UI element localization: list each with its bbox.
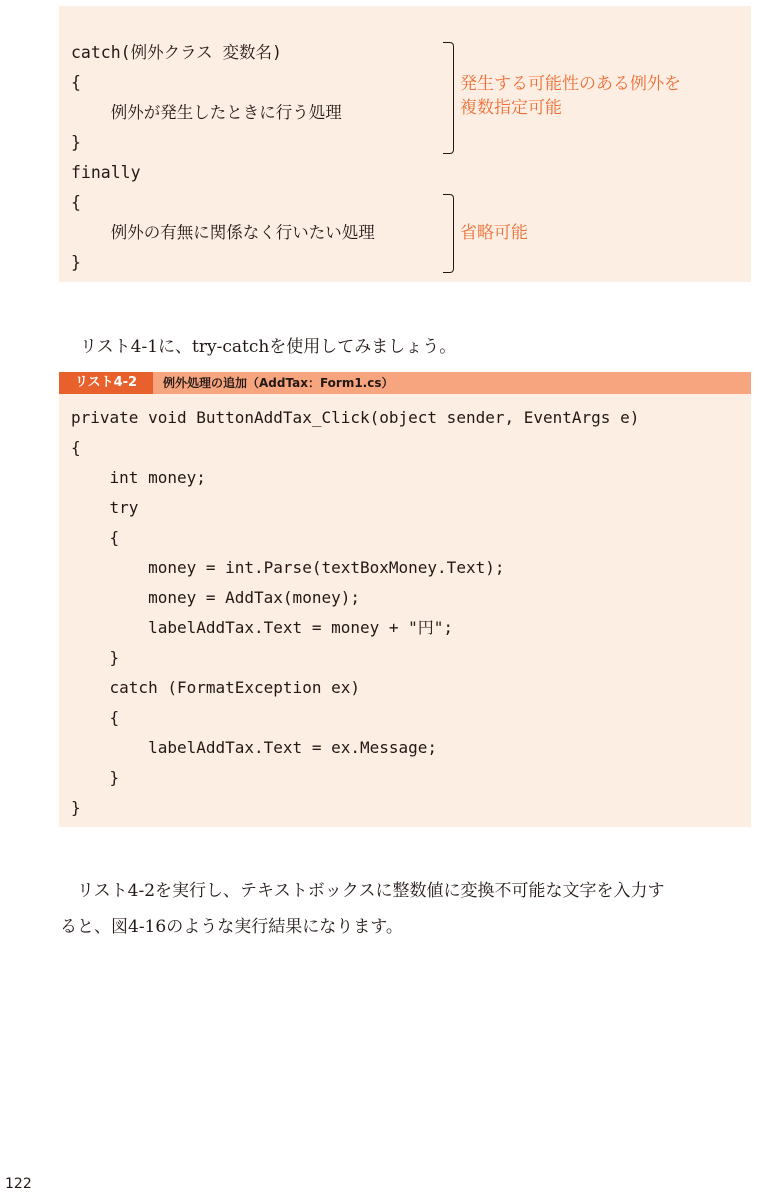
code-line: labelAddTax.Text = money + "円";	[71, 618, 454, 637]
code-line: }	[71, 798, 81, 817]
code-line: catch (FormatException ex)	[71, 678, 360, 697]
catch-note-line-2: 複数指定可能	[460, 98, 562, 118]
listing-title: 例外処理の追加（AddTax：Form1.cs）	[163, 376, 394, 390]
code-line: money = AddTax(money);	[71, 588, 360, 607]
listing-label: リスト4-2	[59, 372, 153, 394]
syntax-line: finally	[71, 163, 141, 182]
finally-note: 省略可能	[460, 223, 528, 243]
syntax-line: }	[71, 253, 81, 272]
syntax-line: }	[71, 133, 81, 152]
result-paragraph-line-1: リスト4-2を実行し、テキストボックスに整数値に変換不可能な文字を入力す	[60, 881, 665, 901]
syntax-box	[59, 6, 751, 282]
catch-note-line-1: 発生する可能性のある例外を	[460, 74, 681, 94]
syntax-line: {	[71, 73, 81, 92]
code-line: labelAddTax.Text = ex.Message;	[71, 738, 438, 757]
code-line: }	[71, 768, 120, 787]
syntax-line: 例外が発生したときに行う処理	[71, 103, 342, 122]
code-line: {	[71, 438, 81, 457]
code-line: {	[71, 708, 120, 727]
intro-paragraph: リスト4-1に、try-catchを使用してみましょう。	[80, 337, 457, 357]
finally-bracket	[443, 194, 454, 273]
code-line: int money;	[71, 468, 206, 487]
page-number: 122	[5, 1176, 32, 1192]
catch-bracket	[443, 42, 454, 154]
syntax-line: {	[71, 193, 81, 212]
listing-header	[59, 372, 751, 394]
code-line: money = int.Parse(textBoxMoney.Text);	[71, 558, 505, 577]
code-listing	[59, 372, 751, 827]
code-line: {	[71, 528, 120, 547]
syntax-line: 例外の有無に関係なく行いたい処理	[71, 223, 375, 242]
syntax-line: catch(例外クラス 変数名)	[71, 43, 282, 62]
code-line: }	[71, 648, 120, 667]
result-paragraph-line-2: ると、図4-16のような実行結果になります。	[60, 917, 403, 937]
code-line: try	[71, 498, 139, 517]
code-line: private void ButtonAddTax_Click(object sender, EventArgs e)	[71, 408, 640, 427]
